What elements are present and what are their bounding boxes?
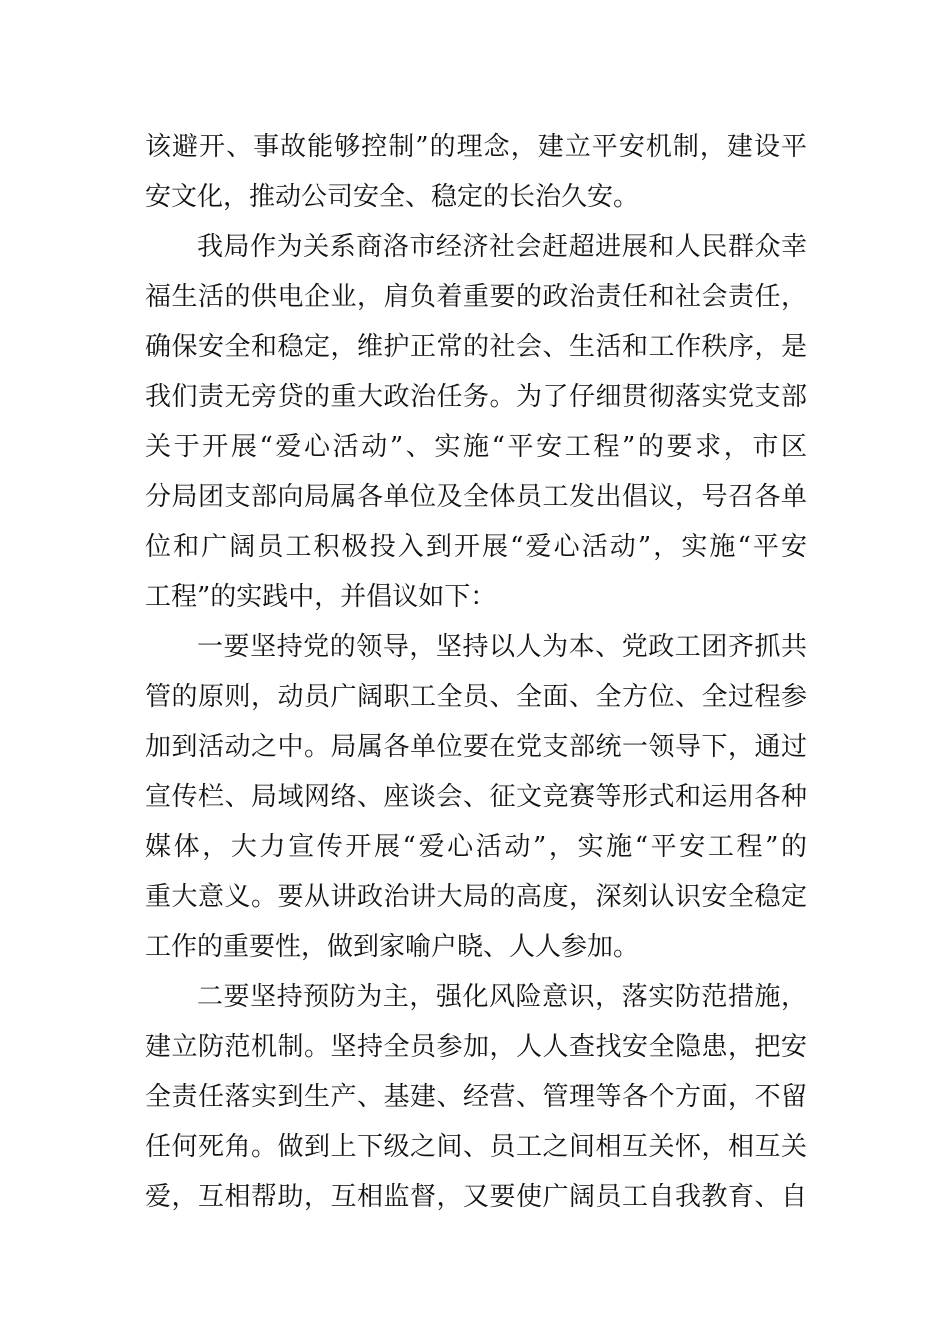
text-line: 重大意义。要从讲政治讲大局的高度，深刻认识安全稳定 <box>145 882 807 912</box>
text-line: 加到活动之中。局属各单位要在党支部统一领导下，通过 <box>145 732 807 762</box>
text-line: 管的原则，动员广阔职工全员、全面、全方位、全过程参 <box>145 682 807 712</box>
text-line: 福生活的供电企业，肩负着重要的政治责任和社会责任， <box>145 282 807 312</box>
text-line: 关于开展“爱心活动”、实施“平安工程”的要求，市区 <box>145 432 807 462</box>
text-line: 宣传栏、局域网络、座谈会、征文竞赛等形式和运用各种 <box>145 782 807 812</box>
body-text <box>145 122 807 1222</box>
text-line: 位和广阔员工积极投入到开展“爱心活动”，实施“平安 <box>145 532 807 562</box>
paragraph-1 <box>145 122 807 222</box>
text-line: 安文化，推动公司安全、稳定的长治久安。 <box>145 182 640 212</box>
text-line: 建立防范机制。坚持全员参加，人人查找安全隐患，把安 <box>145 1032 807 1062</box>
paragraph-3 <box>145 622 807 972</box>
text-line: 爱，互相帮助，互相监督，又要使广阔员工自我教育、自 <box>145 1182 807 1212</box>
paragraph-2 <box>145 222 807 622</box>
text-line: 二要坚持预防为主，强化风险意识，落实防范措施， <box>197 982 807 1012</box>
text-line: 该避开、事故能够控制”的理念，建立平安机制，建设平 <box>145 132 807 162</box>
text-line: 工作的重要性，做到家喻户晓、人人参加。 <box>145 932 640 962</box>
text-line: 分局团支部向局属各单位及全体员工发出倡议，号召各单 <box>145 482 807 512</box>
text-line: 我局作为关系商洛市经济社会赶超进展和人民群众幸 <box>197 232 807 262</box>
text-line: 我们责无旁贷的重大政治任务。为了仔细贯彻落实党支部 <box>145 382 807 412</box>
paragraph-4 <box>145 972 807 1222</box>
text-line: 任何死角。做到上下级之间、员工之间相互关怀，相互关 <box>145 1132 807 1162</box>
text-line: 全责任落实到生产、基建、经营、管理等各个方面，不留 <box>145 1082 807 1112</box>
text-line: 媒体，大力宣传开展“爱心活动”，实施“平安工程”的 <box>145 832 807 862</box>
text-line: 一要坚持党的领导，坚持以人为本、党政工团齐抓共 <box>197 632 807 662</box>
text-line: 确保安全和稳定，维护正常的社会、生活和工作秩序，是 <box>145 332 807 362</box>
text-line: 工程”的实践中，并倡议如下： <box>145 582 497 612</box>
